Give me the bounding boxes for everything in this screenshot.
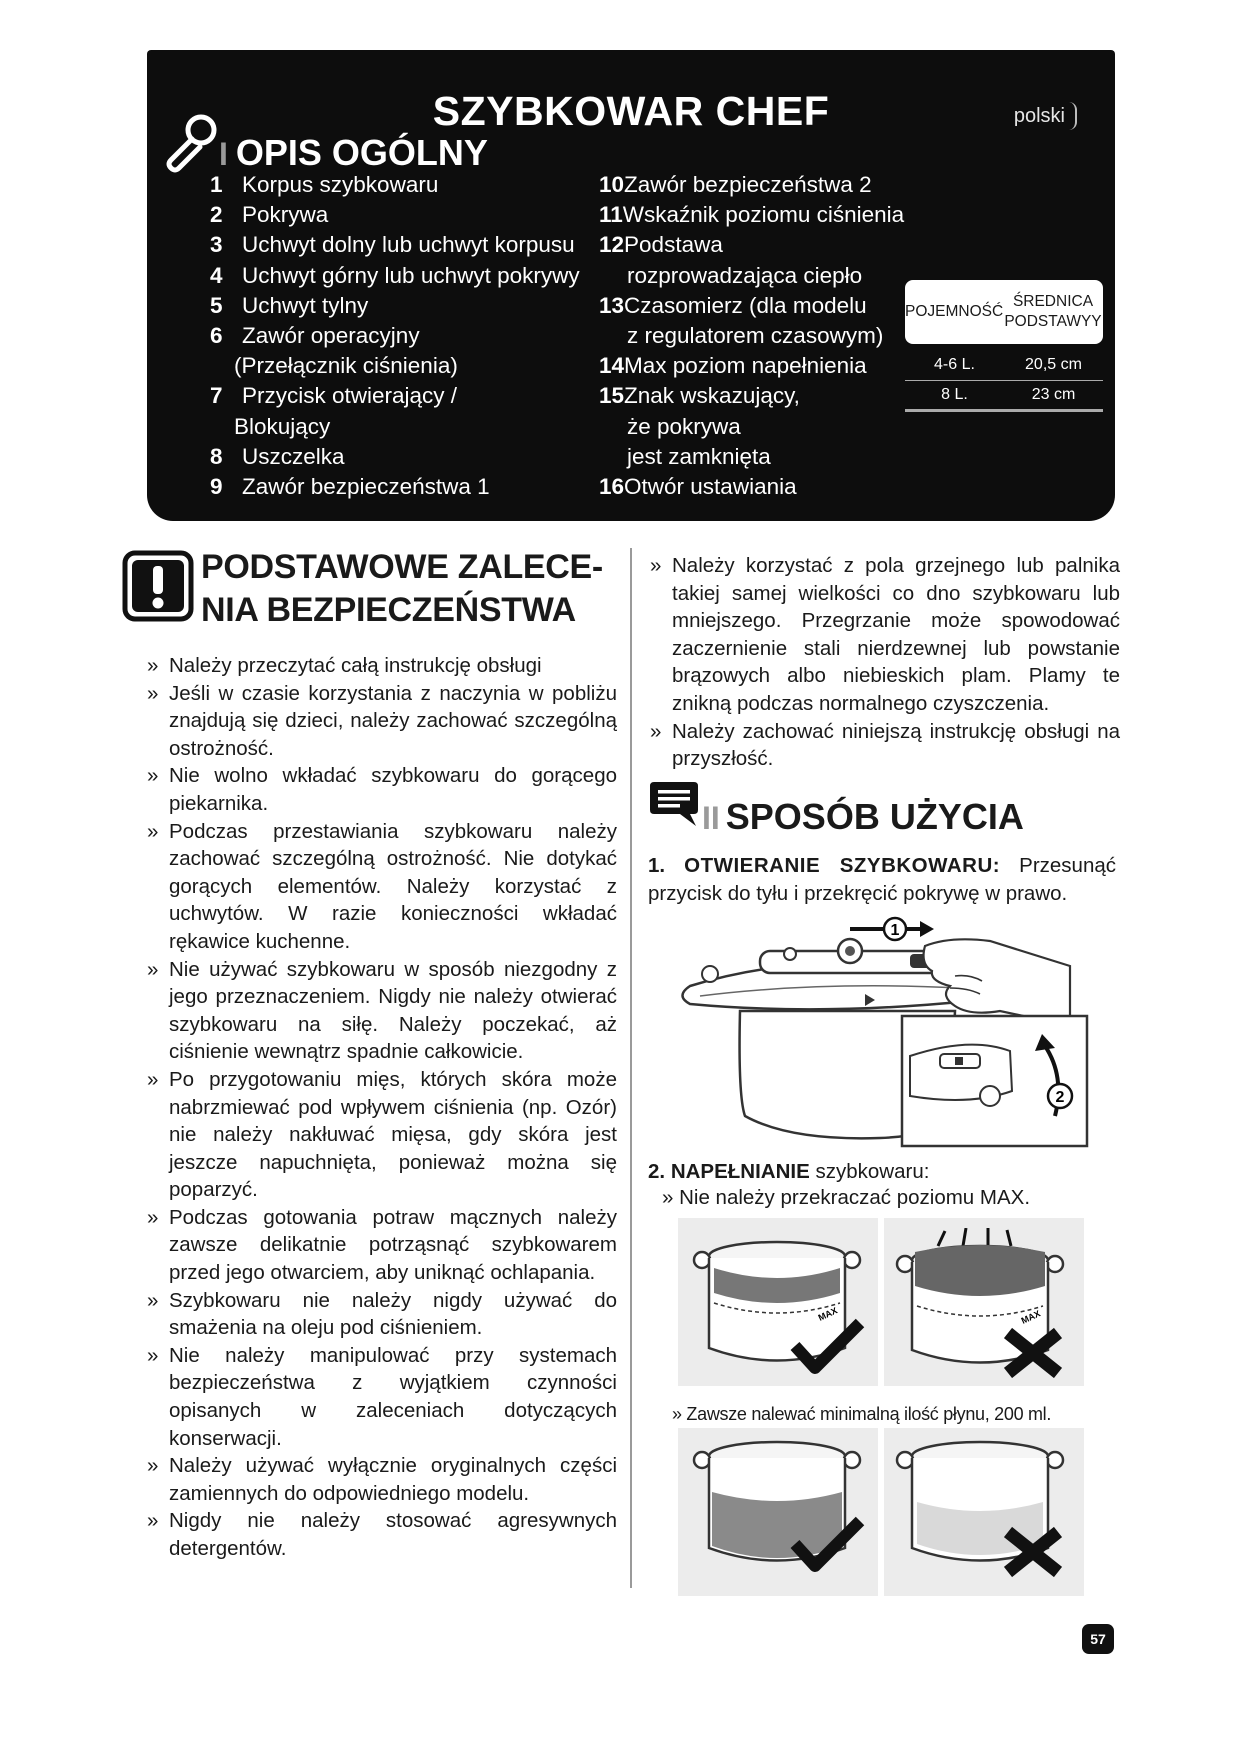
opening-cooker-illustration	[670, 916, 1090, 1151]
safety-list	[147, 652, 617, 1563]
warning-icon	[122, 550, 194, 622]
part-number: 5	[210, 292, 223, 318]
page-number: 57	[1082, 1624, 1114, 1654]
section-title-text: OPIS OGÓLNY	[235, 132, 488, 173]
part-number: 16	[599, 474, 625, 500]
step1-text	[648, 852, 1116, 907]
usage-title-text: SPOSÓB UŻYCIA	[725, 796, 1024, 837]
capacity-table-body	[905, 350, 1103, 412]
parts-list-left	[210, 170, 590, 502]
list-item	[210, 442, 590, 472]
part-label: Zawór bezpieczeństwa 2	[624, 172, 872, 197]
part-label: Korpus szybkowaru	[242, 172, 439, 197]
list-item	[599, 321, 919, 351]
speech-bubble-icon	[648, 778, 700, 830]
safety-title-line1: PODSTAWOWE ZALECE-	[201, 548, 603, 586]
safety-title	[201, 546, 603, 632]
safety-item: » Należy używać wyłącznie oryginalnych części zamiennych do odpowiedniego modelu.	[147, 1452, 617, 1507]
list-item	[599, 200, 919, 230]
step1-body: Przesunąć przycisk do tyłu i przekręcić pokrywę w prawo.	[648, 854, 1116, 905]
part-label-continued: Blokujący	[234, 413, 331, 439]
list-item	[210, 261, 590, 291]
pot-correct-max-illustration	[690, 1228, 865, 1378]
table-row	[905, 350, 1103, 381]
safety-item: » Należy przeczytać całą instrukcję obsługi	[147, 652, 617, 680]
part-label: Max poziom napełnienia	[624, 353, 867, 379]
marker-2: 2	[1055, 1089, 1065, 1106]
part-number: 1	[210, 172, 223, 197]
part-number: 4	[210, 262, 223, 288]
diameter-cell: 20,5 cm	[1025, 356, 1082, 373]
part-label: Uchwyt dolny lub uchwyt korpusu	[242, 232, 575, 258]
usage-title	[702, 796, 1024, 838]
list-item: » Należy zachować niniejszą instrukcję obsługi na przyszłość.	[650, 718, 1120, 773]
step2-body: szybkowaru:	[815, 1160, 930, 1183]
safety-item: » Nie wolno wkładać szybkowaru do gorącego piekarnika.	[147, 762, 617, 817]
list-item	[210, 291, 590, 321]
part-label: Wskaźnik poziomu ciśnienia	[622, 202, 905, 228]
part-number: 3	[210, 232, 223, 258]
marker-1: 1	[890, 922, 900, 939]
part-label: Uchwyt górny lub uchwyt pokrywy	[242, 262, 580, 288]
list-item	[210, 200, 590, 230]
list-item	[599, 230, 919, 260]
step2-label: NAPEŁNIANIE	[670, 1160, 810, 1183]
part-label-continued: że pokrywa	[627, 413, 741, 439]
part-label: Znak wskazujący,	[624, 383, 800, 409]
usage-roman: II	[702, 800, 720, 836]
capacity-cell: 8 L.	[941, 386, 968, 403]
part-number: 8	[210, 443, 223, 469]
safety-item: » Nigdy nie należy stosować agresywnych detergentów.	[147, 1507, 617, 1562]
list-item	[210, 412, 590, 442]
part-label: Pokrywa	[242, 202, 329, 228]
pot-insufficient-illustration	[893, 1432, 1068, 1582]
list-item	[599, 472, 919, 502]
pot-overfilled-illustration	[893, 1228, 1068, 1378]
main-title: SZYBKOWAR CHEF	[432, 88, 830, 134]
minimum-liquid-note: » Zawsze nalewać minimalną ilość płynu, 200 ml.	[672, 1404, 1052, 1424]
part-label-continued: z regulatorem czasowym)	[627, 323, 884, 349]
section-roman: I	[219, 136, 228, 172]
list-item	[599, 381, 919, 411]
list-item	[599, 170, 919, 200]
part-label-continued: rozprowadzająca ciepło	[627, 262, 863, 288]
part-number: 13	[599, 292, 625, 318]
diameter-cell: 23 cm	[1031, 386, 1076, 403]
list-item	[599, 261, 919, 291]
part-label-continued: jest zamknięta	[627, 443, 771, 469]
part-label: Zawór operacyjny	[242, 323, 420, 349]
safety-item: » Jeśli w czasie korzystania z naczynia w pobliżu znajdują się dzieci, należy zachować szczególną ostrożność.	[147, 680, 617, 763]
right-intro-list	[650, 552, 1120, 773]
capacity-table-header	[905, 280, 1103, 344]
diameter-col-header-line1: ŚREDNICA	[1012, 293, 1094, 310]
part-number: 12	[599, 232, 625, 258]
part-label: Uchwyt tylny	[242, 292, 369, 318]
part-number: 7	[210, 383, 223, 409]
part-label: Uszczelka	[242, 443, 345, 469]
part-number: 10	[599, 172, 625, 197]
list-item	[210, 170, 590, 200]
part-number: 9	[210, 474, 223, 500]
safety-item: » Podczas przestawiania szybkowaru należy zachować szczególną ostrożność. Nie dotykać gorących elementów. Należy korzystać z uchwytów. W razie konieczności wkładać rękawice kuchenne.	[147, 818, 617, 956]
list-item	[210, 230, 590, 260]
header-panel	[147, 50, 1115, 521]
list-item	[210, 321, 590, 351]
part-label: Zawór bezpieczeństwa 1	[242, 474, 490, 500]
part-label: Podstawa	[624, 232, 723, 258]
pot-correct-min-illustration	[690, 1432, 865, 1582]
list-item: » Należy korzystać z pola grzejnego lub palnika takiej samej wielkości co dno szybkowaru lub mniejszego. Przegrzanie może spowodować zaczernienie stali nierdzewnej lub powstanie brązowych albo niebieskich plam. Plamy te znikną podczas normalnego czyszczenia.	[650, 552, 1120, 718]
safety-item: » Szybkowaru nie należy nigdy używać do smażenia na oleju pod ciśnieniem.	[147, 1287, 617, 1342]
list-item	[599, 412, 919, 442]
capacity-cell: 4-6 L.	[934, 356, 975, 373]
language-badge: polski	[1014, 102, 1077, 130]
part-label: Przycisk otwierający /	[242, 383, 458, 409]
part-number: 14	[599, 353, 625, 379]
safety-title-line2: NIA BEZPIECZEŃSTWA	[201, 591, 576, 629]
list-item	[599, 442, 919, 472]
part-label-continued: (Przełącznik ciśnienia)	[234, 353, 458, 379]
step1-label: OTWIERANIE SZYBKOWARU:	[684, 854, 1001, 877]
step2-number: 2.	[648, 1160, 666, 1183]
safety-item: » Podczas gotowania potraw mącznych należy zawsze delikatnie potrząsnąć szybkowarem przed jego otwarciem, aby uniknąć ochlapania.	[147, 1204, 617, 1287]
safety-item: » Po przygotowaniu mięs, których skóra może nabrzmiewać pod wpływem ciśnienia (np. Ozór) nie należy nakłuwać mięsa, gdy skóra jest jeszcze napuchnięta, ponieważ można się poparzyć.	[147, 1066, 617, 1204]
safety-item: » Nie używać szybkowaru w sposób niezgodny z jego przeznaczeniem. Nigdy nie należy otwierać szybkowaru na siłę. Należy poczekać, aż ciśnienie wewnątrz spadnie całkowicie.	[147, 956, 617, 1066]
capacity-col-header: POJEMNOŚĆ	[905, 303, 1004, 320]
safety-item: » Nie należy manipulować przy systemach bezpieczeństwa z wyjątkiem czynności opisanych w zaleceniach dotyczących konserwacji.	[147, 1342, 617, 1452]
diameter-col-header-line2: PODSTAWYY	[1004, 313, 1102, 330]
max-label: MAX	[1019, 1308, 1042, 1326]
list-item	[599, 291, 919, 321]
max-label: MAX	[816, 1305, 839, 1323]
list-item	[210, 381, 590, 411]
parts-list-right	[599, 170, 919, 502]
list-item	[210, 351, 590, 381]
diameter-col-header	[1003, 292, 1103, 332]
section-title-opis	[219, 132, 488, 174]
part-label: Czasomierz (dla modelu	[624, 292, 867, 318]
table-row	[905, 381, 1103, 412]
step2-text	[648, 1158, 1116, 1186]
part-number: 11	[599, 202, 623, 228]
step1-number: 1.	[648, 854, 666, 877]
part-number: 2	[210, 202, 223, 228]
part-label: Otwór ustawiania	[624, 474, 797, 500]
list-item	[599, 351, 919, 381]
part-number: 6	[210, 323, 223, 349]
part-number: 15	[599, 383, 625, 409]
list-item	[210, 472, 590, 502]
column-divider	[630, 548, 632, 1588]
step2-note: » Nie należy przekraczać poziomu MAX.	[662, 1186, 1031, 1209]
